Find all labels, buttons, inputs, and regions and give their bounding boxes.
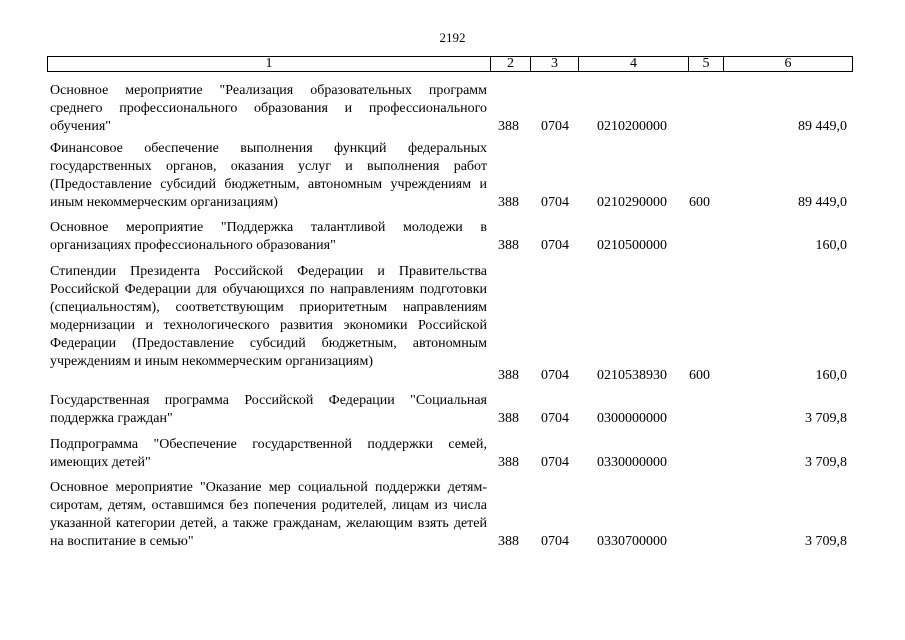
row-target-code: 0210500000: [597, 238, 667, 253]
row-description: Основное мероприятие "Реализация образовательных программ среднего профессионального образования и профессионального обучения": [50, 83, 487, 134]
row-amount: 160,0: [815, 238, 847, 253]
row-target-code: 0330000000: [597, 455, 667, 470]
row-section-code: 0704: [541, 411, 569, 426]
row-target-code: 0210538930: [597, 368, 667, 383]
row-amount: 160,0: [815, 368, 847, 383]
row-gr-code: 388: [498, 195, 519, 210]
row-description: Основное мероприятие "Поддержка талантливой молодежи в организациях профессионального образования": [50, 220, 487, 253]
row-description: Стипендии Президента Российской Федерации и Правительства Российской Федерации для обучающихся по направлениям подготовки (специальностям), соответствующим приоритетным направлениям модернизации и технологического развития экономики Российской Федерации (Предоставление субсидий бюджетным, автономным учреждениям и иным некоммерческим организациям): [50, 264, 487, 369]
row-amount: 3 709,8: [805, 534, 847, 549]
row-section-code: 0704: [541, 119, 569, 134]
column-header-3: 3: [531, 57, 579, 71]
column-header-1: 1: [48, 57, 491, 71]
row-description: Подпрограмма "Обеспечение государственной поддержки семей, имеющих детей": [50, 437, 487, 470]
page-number: 2192: [439, 30, 466, 45]
row-amount: 89 449,0: [798, 119, 847, 134]
row-section-code: 0704: [541, 195, 569, 210]
row-description: Финансовое обеспечение выполнения функций федеральных государственных органов, оказания услуг и выполнения работ (Предоставление субсидий бюджетным, автономным учреждениям и иным некоммерческим организациям): [50, 141, 487, 210]
row-expense-type: 600: [689, 195, 710, 210]
row-section-code: 0704: [541, 534, 569, 549]
row-gr-code: 388: [498, 368, 519, 383]
row-gr-code: 388: [498, 238, 519, 253]
row-amount: 3 709,8: [805, 455, 847, 470]
row-gr-code: 388: [498, 534, 519, 549]
row-amount: 89 449,0: [798, 195, 847, 210]
row-section-code: 0704: [541, 368, 569, 383]
row-description: Основное мероприятие "Оказание мер социальной поддержки детям-сиротам, детям, оставшимся без попечения родителей, лицам из числа указанной категории детей, а также гражданам, желающим взять детей на воспитание в семью": [50, 480, 487, 549]
row-section-code: 0704: [541, 455, 569, 470]
column-header-4: 4: [579, 57, 689, 71]
column-header-6: 6: [784, 56, 792, 71]
table-header: [47, 56, 853, 72]
column-header-2: 2: [491, 57, 531, 71]
row-gr-code: 388: [498, 455, 519, 470]
row-target-code: 0300000000: [597, 411, 667, 426]
row-target-code: 0330700000: [597, 534, 667, 549]
row-description: Государственная программа Российской Федерации "Социальная поддержка граждан": [50, 393, 487, 426]
column-header-5: 5: [689, 57, 724, 71]
row-target-code: 0210200000: [597, 119, 667, 134]
row-target-code: 0210290000: [597, 195, 667, 210]
row-gr-code: 388: [498, 411, 519, 426]
row-amount: 3 709,8: [805, 411, 847, 426]
row-gr-code: 388: [498, 119, 519, 134]
row-section-code: 0704: [541, 238, 569, 253]
row-expense-type: 600: [689, 368, 710, 383]
